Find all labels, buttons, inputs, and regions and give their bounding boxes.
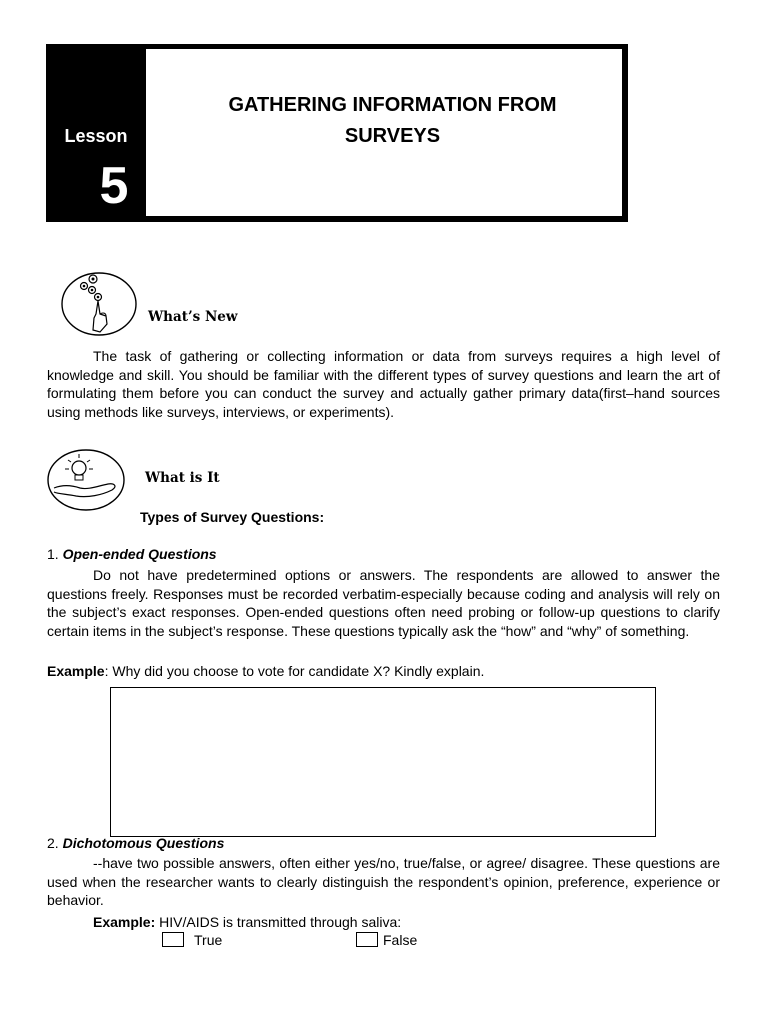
- q1-description: Do not have predetermined options or answers. The respondents are allowed to answer the questions freely. Responses must be recorded verbatim-especially because coding and analysis will rely on the subject’s exact responses. Open-ended questions often need probing or follow-up questions to clarify certain items in the subject’s response. These questions typically ask the “how” and “why” of something.: [47, 567, 720, 639]
- q2-title: Dichotomous Questions: [62, 835, 225, 851]
- whats-new-paragraph: The task of gathering or collecting information or data from surveys requires a high level of knowledge and skill. You should be familiar with the different types of survey questions and learn the art of formulating them before you can conduct the survey and actually gather primary data(first–hand sources using methods like surveys, interviews, or experiments).: [47, 348, 720, 420]
- types-subheading: Types of Survey Questions:: [140, 509, 325, 525]
- lesson-title-line1: GATHERING INFORMATION FROM: [228, 94, 557, 116]
- q1-heading: [47, 546, 217, 562]
- q1-example-text: : Why did you choose to vote for candidate X? Kindly explain.: [104, 663, 485, 679]
- lesson-title-line2: SURVEYS: [344, 125, 441, 147]
- true-label: True: [194, 932, 223, 948]
- false-label: False: [383, 932, 418, 948]
- true-checkbox[interactable]: [162, 932, 184, 947]
- hand-gears-icon: [60, 270, 140, 338]
- q1-answer-box[interactable]: [110, 687, 656, 837]
- q2-heading: [47, 835, 224, 851]
- q2-example-label: Example:: [93, 914, 156, 930]
- false-checkbox[interactable]: [356, 932, 378, 947]
- whats-new-heading: What’s New: [148, 309, 238, 325]
- q2-example-text: HIV/AIDS is transmitted through saliva:: [155, 914, 402, 930]
- q2-description: --have two possible answers, often either yes/no, true/false, or agree/ disagree. These questions are used when the researcher wants to clearly distinguish the respondent’s opinion, preference, experience or behavior.: [47, 855, 720, 908]
- lesson-number: 5: [99, 157, 129, 215]
- q2-example: [93, 913, 401, 931]
- q1-title: Open-ended Questions: [62, 546, 217, 562]
- lightbulb-hand-icon: [46, 448, 128, 512]
- q1-example-label: Example: [47, 663, 105, 679]
- lesson-title: [180, 90, 605, 152]
- lesson-label: Lesson: [64, 126, 128, 146]
- q1-example: [47, 662, 484, 680]
- q1-number: 1.: [47, 546, 59, 562]
- q2-number: 2.: [47, 835, 59, 851]
- what-is-it-heading: What is It: [145, 470, 220, 486]
